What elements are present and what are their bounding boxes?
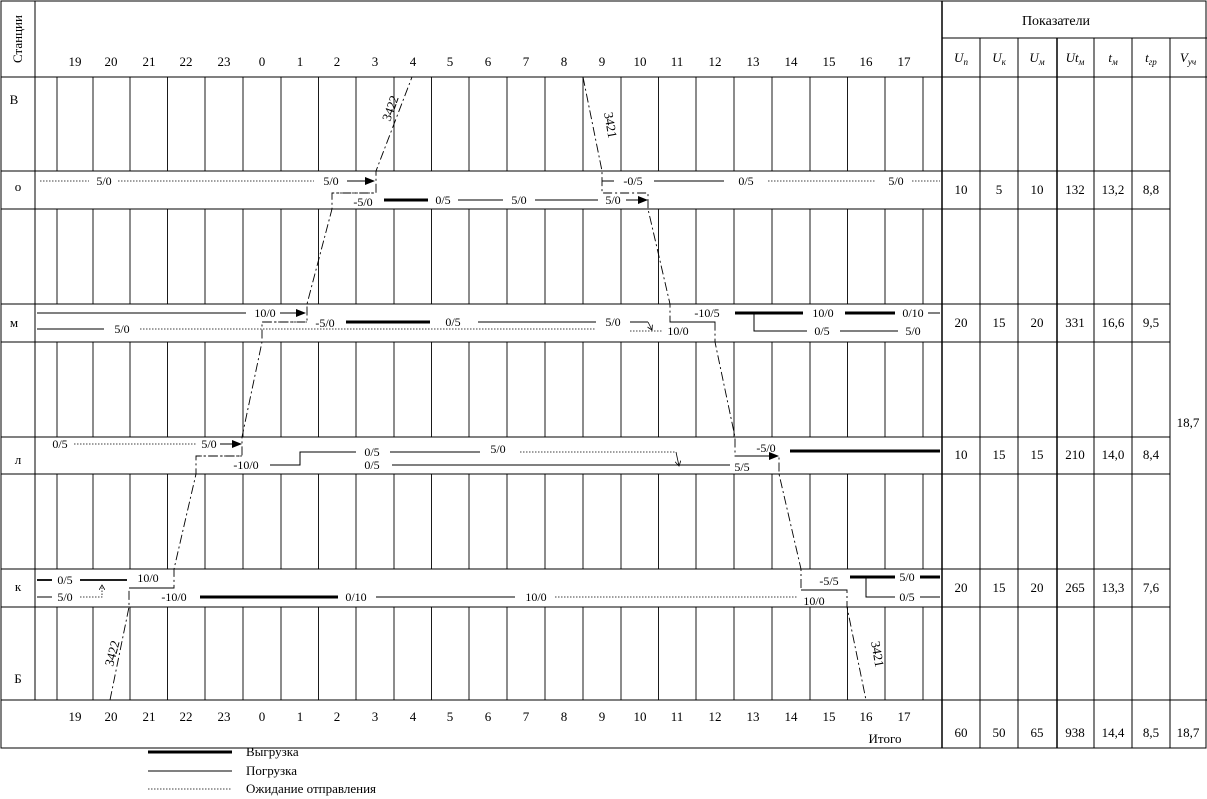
hour-label: 9 — [598, 709, 606, 724]
indicator-value: 20 — [954, 580, 968, 595]
stations-header: Станции — [10, 15, 25, 63]
station-label-b: Б — [14, 671, 22, 686]
indicator-header: $t_{гр}$ — [1145, 50, 1157, 67]
totals-label: Итого — [868, 731, 902, 746]
station-label-v: В — [9, 92, 19, 107]
op-label: -0/5 — [623, 174, 643, 188]
hour-axis-bottom — [69, 709, 912, 724]
indicator-value: 132 — [1065, 182, 1085, 197]
indicator-header: $Ut_м$ — [1065, 50, 1085, 67]
indicator-value: 15 — [992, 315, 1006, 330]
hour-label: 13 — [746, 709, 760, 724]
op-label: 5/0 — [201, 437, 217, 451]
op-label: 0/5 — [57, 573, 73, 587]
hour-label: 0 — [258, 709, 266, 724]
legend — [148, 744, 376, 796]
station-label-l: л — [14, 452, 22, 467]
indicator-value: 9,5 — [1142, 315, 1160, 330]
op-label: 0/10 — [902, 306, 924, 320]
hour-label: 1 — [296, 709, 304, 724]
indicator-header: $t_м$ — [1108, 50, 1118, 67]
indicator-value: 20 — [1030, 580, 1044, 595]
op-label: 5/0 — [605, 193, 621, 207]
op-label: 10/0 — [525, 590, 547, 604]
hour-label: 9 — [598, 54, 606, 69]
train-number-3421-top: 3421 — [601, 110, 621, 140]
op-label: 0/5 — [899, 590, 915, 604]
op-label: 10/0 — [803, 594, 825, 608]
hour-label: 13 — [746, 54, 760, 69]
indicator-value: 210 — [1065, 447, 1085, 462]
op-label: 5/0 — [888, 174, 904, 188]
hour-label: 14 — [784, 54, 798, 69]
total-value: 8,5 — [1142, 725, 1160, 740]
op-label: 5/0 — [490, 442, 506, 456]
hour-label: 4 — [409, 54, 417, 69]
op-label: -10/0 — [233, 458, 259, 472]
station-label-o: о — [14, 179, 22, 194]
op-label: 0/5 — [364, 445, 380, 459]
indicator-value: 15 — [992, 447, 1006, 462]
indicator-column-headers — [954, 50, 1196, 67]
indicator-header: $U_к$ — [992, 50, 1006, 67]
op-label: 5/0 — [605, 315, 621, 329]
hour-label: 2 — [333, 709, 341, 724]
hour-label: 7 — [522, 709, 530, 724]
op-label: 5/0 — [899, 570, 915, 584]
indicator-value: 15 — [1030, 447, 1044, 462]
op-label: 10/0 — [254, 306, 276, 320]
op-label: 5/0 — [905, 324, 921, 338]
hour-label: 17 — [897, 54, 911, 69]
indicator-value: 331 — [1065, 315, 1085, 330]
total-value: 14,4 — [1101, 725, 1125, 740]
op-label: 5/0 — [323, 174, 339, 188]
op-label: 5/0 — [114, 322, 130, 336]
hour-label: 5 — [446, 54, 454, 69]
total-value: 18,7 — [1176, 725, 1200, 740]
indicator-value: 20 — [1030, 315, 1044, 330]
indicator-value: 8,4 — [1142, 447, 1160, 462]
op-label: 0/10 — [345, 590, 367, 604]
op-label: 0/5 — [52, 437, 68, 451]
hour-label: 3 — [371, 54, 379, 69]
legend-label-unload: Выгрузка — [246, 744, 299, 759]
indicator-value: 20 — [954, 315, 968, 330]
op-label: -10/0 — [161, 590, 187, 604]
train-number-3422-bottom: 3422 — [101, 638, 123, 668]
hour-label: 22 — [179, 709, 193, 724]
total-value: 65 — [1030, 725, 1044, 740]
train-number-3421-bottom: 3421 — [868, 639, 888, 669]
hour-label: 2 — [333, 54, 341, 69]
hour-label: 4 — [409, 709, 417, 724]
indicator-value: 10 — [954, 182, 968, 197]
hour-label: 19 — [68, 709, 82, 724]
hour-label: 16 — [859, 709, 873, 724]
indicator-header: $V_{уч}$ — [1179, 50, 1197, 67]
hour-label: 21 — [142, 54, 156, 69]
hour-label: 22 — [179, 54, 193, 69]
hour-label: 0 — [258, 54, 266, 69]
indicators-header: Показатели — [1021, 14, 1091, 29]
v-section-value: 18,7 — [1176, 415, 1200, 430]
indicator-value: 10 — [954, 447, 968, 462]
op-label: 5/0 — [96, 174, 112, 188]
station-labels — [10, 92, 22, 686]
total-value: 938 — [1065, 725, 1085, 740]
op-label: -5/0 — [353, 195, 373, 209]
hour-label: 6 — [484, 54, 492, 69]
hour-label: 15 — [822, 54, 836, 69]
legend-label-load: Погрузка — [246, 763, 298, 778]
op-label: -5/0 — [756, 441, 776, 455]
indicator-header: $U_м$ — [1029, 50, 1045, 67]
indicator-value: 5 — [995, 182, 1003, 197]
indicator-value: 15 — [992, 580, 1006, 595]
indicator-value: 16,6 — [1101, 315, 1125, 330]
hour-label: 20 — [104, 54, 118, 69]
op-label: 0/5 — [738, 174, 754, 188]
hour-label: 11 — [670, 709, 684, 724]
train-number-3422-top: 3422 — [378, 93, 402, 124]
totals-values — [955, 725, 1200, 740]
hour-label: 8 — [560, 54, 568, 69]
op-label: 0/5 — [435, 193, 451, 207]
op-label: 5/0 — [511, 193, 527, 207]
hour-label: 19 — [68, 54, 82, 69]
hour-label: 12 — [708, 709, 722, 724]
op-label: 10/0 — [137, 571, 159, 585]
hour-label: 16 — [859, 54, 873, 69]
indicator-value: 8,8 — [1142, 182, 1160, 197]
op-label: -5/5 — [819, 574, 839, 588]
indicator-value: 10 — [1030, 182, 1044, 197]
hour-label: 23 — [217, 709, 231, 724]
indicator-value: 13,3 — [1101, 580, 1125, 595]
hour-label: 10 — [633, 709, 647, 724]
hour-label: 23 — [217, 54, 231, 69]
hour-label: 21 — [142, 709, 156, 724]
station-label-k: к — [14, 579, 22, 594]
indicator-value: 14,0 — [1101, 447, 1125, 462]
hour-label: 11 — [670, 54, 684, 69]
hour-label: 1 — [296, 54, 304, 69]
indicator-value: 13,2 — [1101, 182, 1125, 197]
op-label: 10/0 — [667, 324, 689, 338]
operation-lines — [37, 181, 940, 597]
station-label-m: м — [9, 315, 19, 330]
op-label: 5/5 — [734, 460, 750, 474]
hour-label: 10 — [633, 54, 647, 69]
hour-label: 14 — [784, 709, 798, 724]
hour-axis-top — [69, 54, 912, 69]
hour-label: 8 — [560, 709, 568, 724]
op-label: 5/0 — [57, 590, 73, 604]
indicator-header: $U_п$ — [954, 50, 968, 67]
hour-label: 7 — [522, 54, 530, 69]
hour-label: 3 — [371, 709, 379, 724]
hour-label: 5 — [446, 709, 454, 724]
hour-label: 15 — [822, 709, 836, 724]
op-label: 10/0 — [812, 306, 834, 320]
hour-label: 6 — [484, 709, 492, 724]
total-value: 50 — [992, 725, 1006, 740]
total-value: 60 — [954, 725, 968, 740]
op-label: 0/5 — [364, 458, 380, 472]
op-label: 0/5 — [814, 324, 830, 338]
op-label: -5/0 — [315, 316, 335, 330]
indicator-value: 7,6 — [1142, 580, 1160, 595]
hour-label: 20 — [104, 709, 118, 724]
operation-labels — [52, 174, 923, 608]
hour-label: 12 — [708, 54, 722, 69]
op-label: 0/5 — [445, 315, 461, 329]
op-label: -10/5 — [694, 306, 720, 320]
indicator-value: 265 — [1065, 580, 1085, 595]
hour-label: 17 — [897, 709, 911, 724]
legend-label-wait: Ожидание отправления — [246, 781, 376, 796]
